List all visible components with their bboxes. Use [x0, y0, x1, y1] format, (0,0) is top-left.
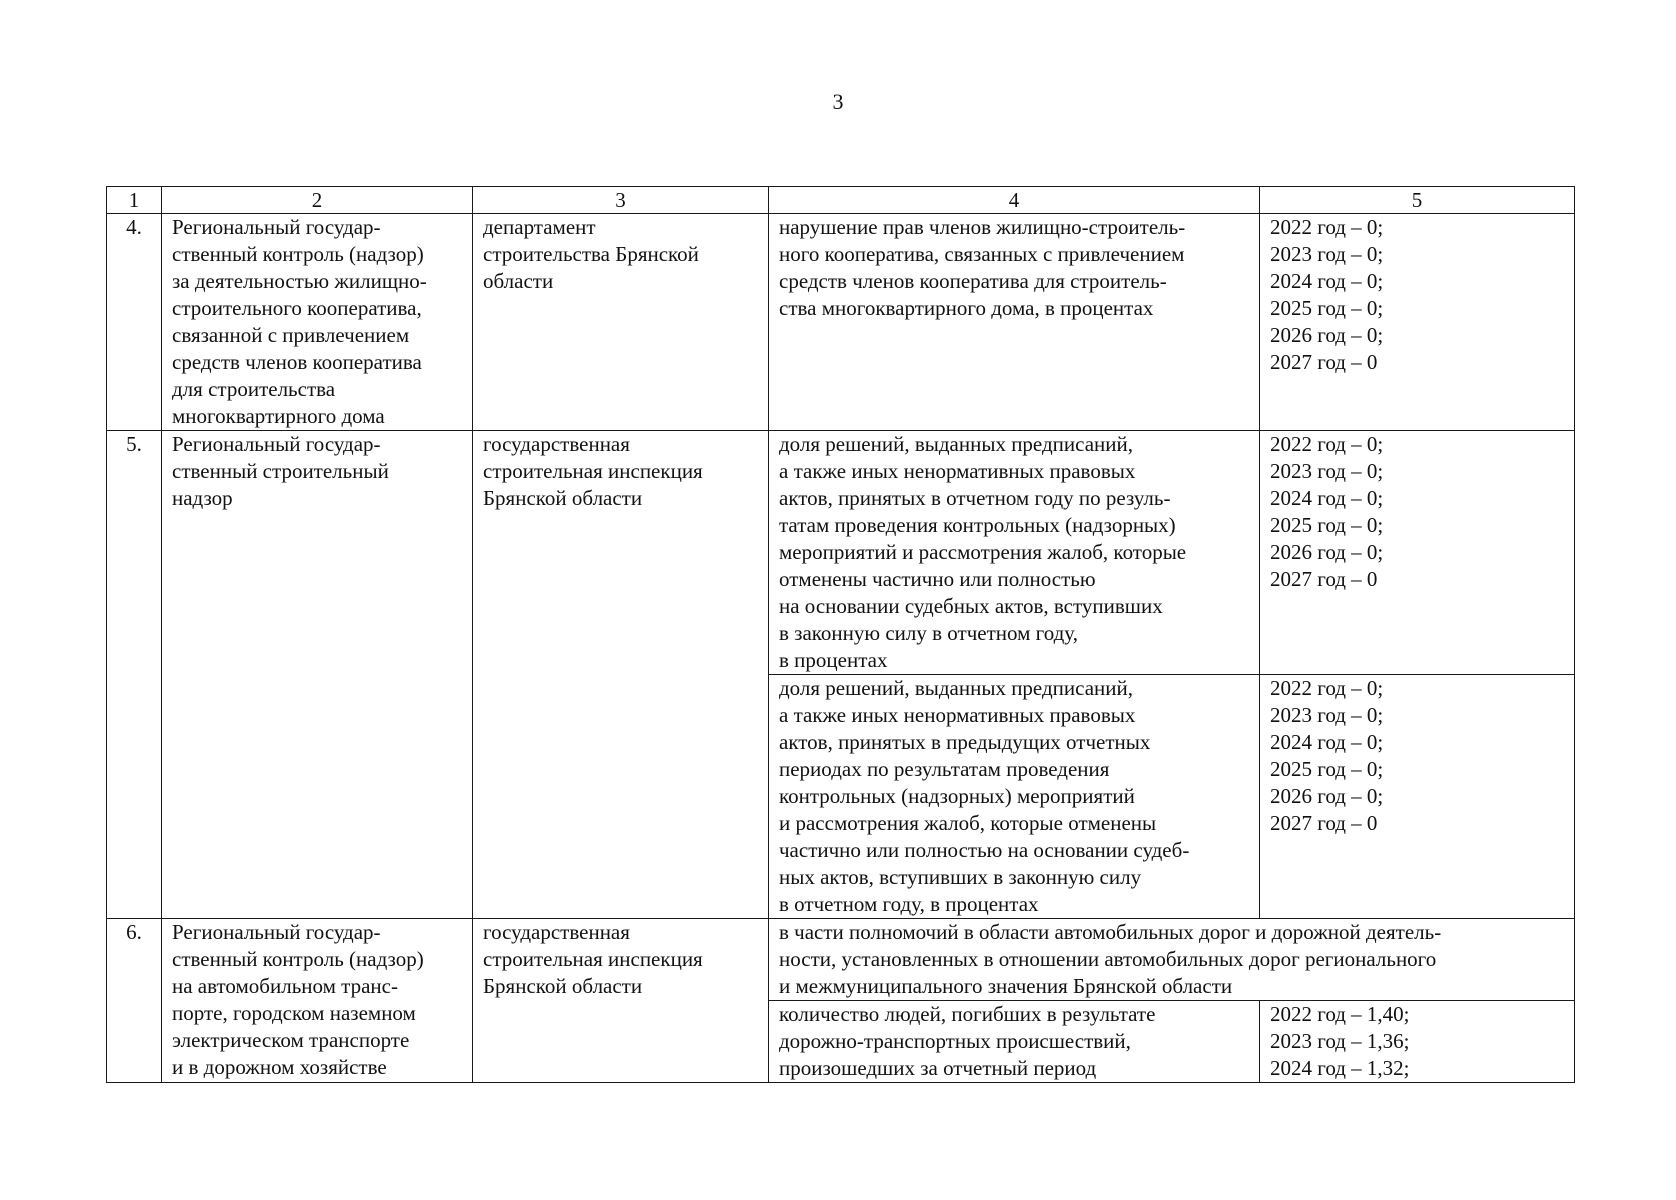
control-type-cell: Региональный государ- ственный контроль (надзор) на автомобильном транс- порте, городском наземном электрическом транспорте и в дорожном хозяйстве [162, 919, 473, 1083]
indicator-cell: доля решений, выданных предписаний, а также иных ненормативных правовых актов, принятых в отчетном году по резуль- татам проведения контрольных (надзорных) мероприятий и рассмотрения жалоб, которые отменены частично или полностью на основании судебных актов, вступивших в законную силу в отчетном году, в процентах [769, 431, 1260, 675]
control-type-cell: Региональный государ- ственный контроль (надзор) за деятельностью жилищно- строительного кооператива, связанной с привлечением средств членов кооператива для строительства многоквартирного дома [162, 214, 473, 431]
table-row [107, 214, 1575, 431]
column-header-1: 1 [107, 187, 162, 214]
indicators-table [106, 186, 1575, 1083]
table-row [107, 919, 1575, 1001]
row-number: 4. [107, 214, 162, 431]
page-number: 3 [832, 89, 844, 114]
target-values-cell: 2022 год – 0; 2023 год – 0; 2024 год – 0; 2025 год – 0; 2026 год – 0; 2027 год – 0 [1260, 431, 1575, 675]
column-header-4: 4 [769, 187, 1260, 214]
column-header-2: 2 [162, 187, 473, 214]
target-values-cell: 2022 год – 0; 2023 год – 0; 2024 год – 0; 2025 год – 0; 2026 год – 0; 2027 год – 0 [1260, 214, 1575, 431]
target-values-cell: 2022 год – 0; 2023 год – 0; 2024 год – 0; 2025 год – 0; 2026 год – 0; 2027 год – 0 [1260, 675, 1575, 919]
table-row [107, 431, 1575, 675]
control-type-cell: Региональный государ- ственный строительный надзор [162, 431, 473, 919]
authority-cell: государственная строительная инспекция Брянской области [473, 919, 769, 1083]
column-header-3: 3 [473, 187, 769, 214]
row-number: 6. [107, 919, 162, 1083]
indicator-cell: доля решений, выданных предписаний, а также иных ненормативных правовых актов, принятых в предыдущих отчетных периодах по результатам проведения контрольных (надзорных) мероприятий и рассмотрения жалоб, которые отменены частично или полностью на основании судеб- ных актов, вступивших в законную силу в отчетном году, в процентах [769, 675, 1260, 919]
section-note-cell: в части полномочий в области автомобильных дорог и дорожной деятель- ности, установленных в отношении автомобильных дорог регионального и межмуниципального значения Брянской области [769, 919, 1575, 1001]
row-number: 5. [107, 431, 162, 919]
authority-cell: департамент строительства Брянской области [473, 214, 769, 431]
column-header-5: 5 [1260, 187, 1575, 214]
indicator-cell: количество людей, погибших в результате дорожно-транспортных происшествий, произошедших за отчетный период [769, 1001, 1260, 1083]
authority-cell: государственная строительная инспекция Брянской области [473, 431, 769, 919]
target-values-cell: 2022 год – 1,40; 2023 год – 1,36; 2024 год – 1,32; [1260, 1001, 1575, 1083]
indicator-cell: нарушение прав членов жилищно-строитель- ного кооператива, связанных с привлечением средств членов кооператива для строитель- ства многоквартирного дома, в процентах [769, 214, 1260, 431]
header-row [107, 187, 1575, 214]
